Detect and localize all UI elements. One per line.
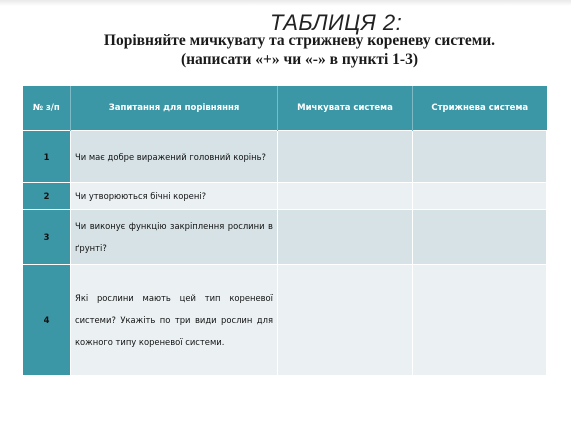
instruction-line: Порівняйте мичкувату та стрижневу кореневу системи. <box>103 32 496 49</box>
table-row <box>23 210 547 265</box>
row-question: Чи має добре виражений головний корінь? <box>71 131 278 183</box>
fibrous-answer-cell[interactable] <box>278 265 413 376</box>
table-row <box>23 131 547 183</box>
table-title: ТАБЛИЦЯ 2: <box>270 10 403 35</box>
column-header-question: Запитання для порівняння <box>71 86 278 131</box>
row-number: 4 <box>23 265 71 376</box>
comparison-table <box>22 86 547 376</box>
taproot-answer-cell[interactable] <box>413 131 547 183</box>
fibrous-answer-cell[interactable] <box>278 210 413 265</box>
taproot-answer-cell[interactable] <box>413 265 547 376</box>
instruction-note: (написати «+» чи «-» в пункті 1-3) <box>180 51 419 68</box>
taproot-answer-cell[interactable] <box>413 210 547 265</box>
row-number: 1 <box>23 131 71 183</box>
table-row <box>23 265 547 376</box>
fibrous-answer-cell[interactable] <box>278 131 413 183</box>
fibrous-answer-cell[interactable] <box>278 183 413 210</box>
column-header-fibrous: Мичкувата система <box>278 86 413 131</box>
row-question: Чи утворюються бічні корені? <box>71 183 278 210</box>
row-question: Чи виконує функцію закріплення рослини в ґрунті? <box>71 210 278 265</box>
table-header-row <box>23 86 547 131</box>
row-number: 2 <box>23 183 71 210</box>
row-number: 3 <box>23 210 71 265</box>
taproot-answer-cell[interactable] <box>413 183 547 210</box>
table-row <box>23 183 547 210</box>
row-question: Які рослини мають цей тип кореневої системи? Укажіть по три види рослин для кожного типу кореневої системи. <box>71 265 278 376</box>
column-header-taproot: Стрижнева система <box>413 86 547 131</box>
column-header-number: № з/п <box>23 86 71 131</box>
top-border <box>0 0 571 6</box>
